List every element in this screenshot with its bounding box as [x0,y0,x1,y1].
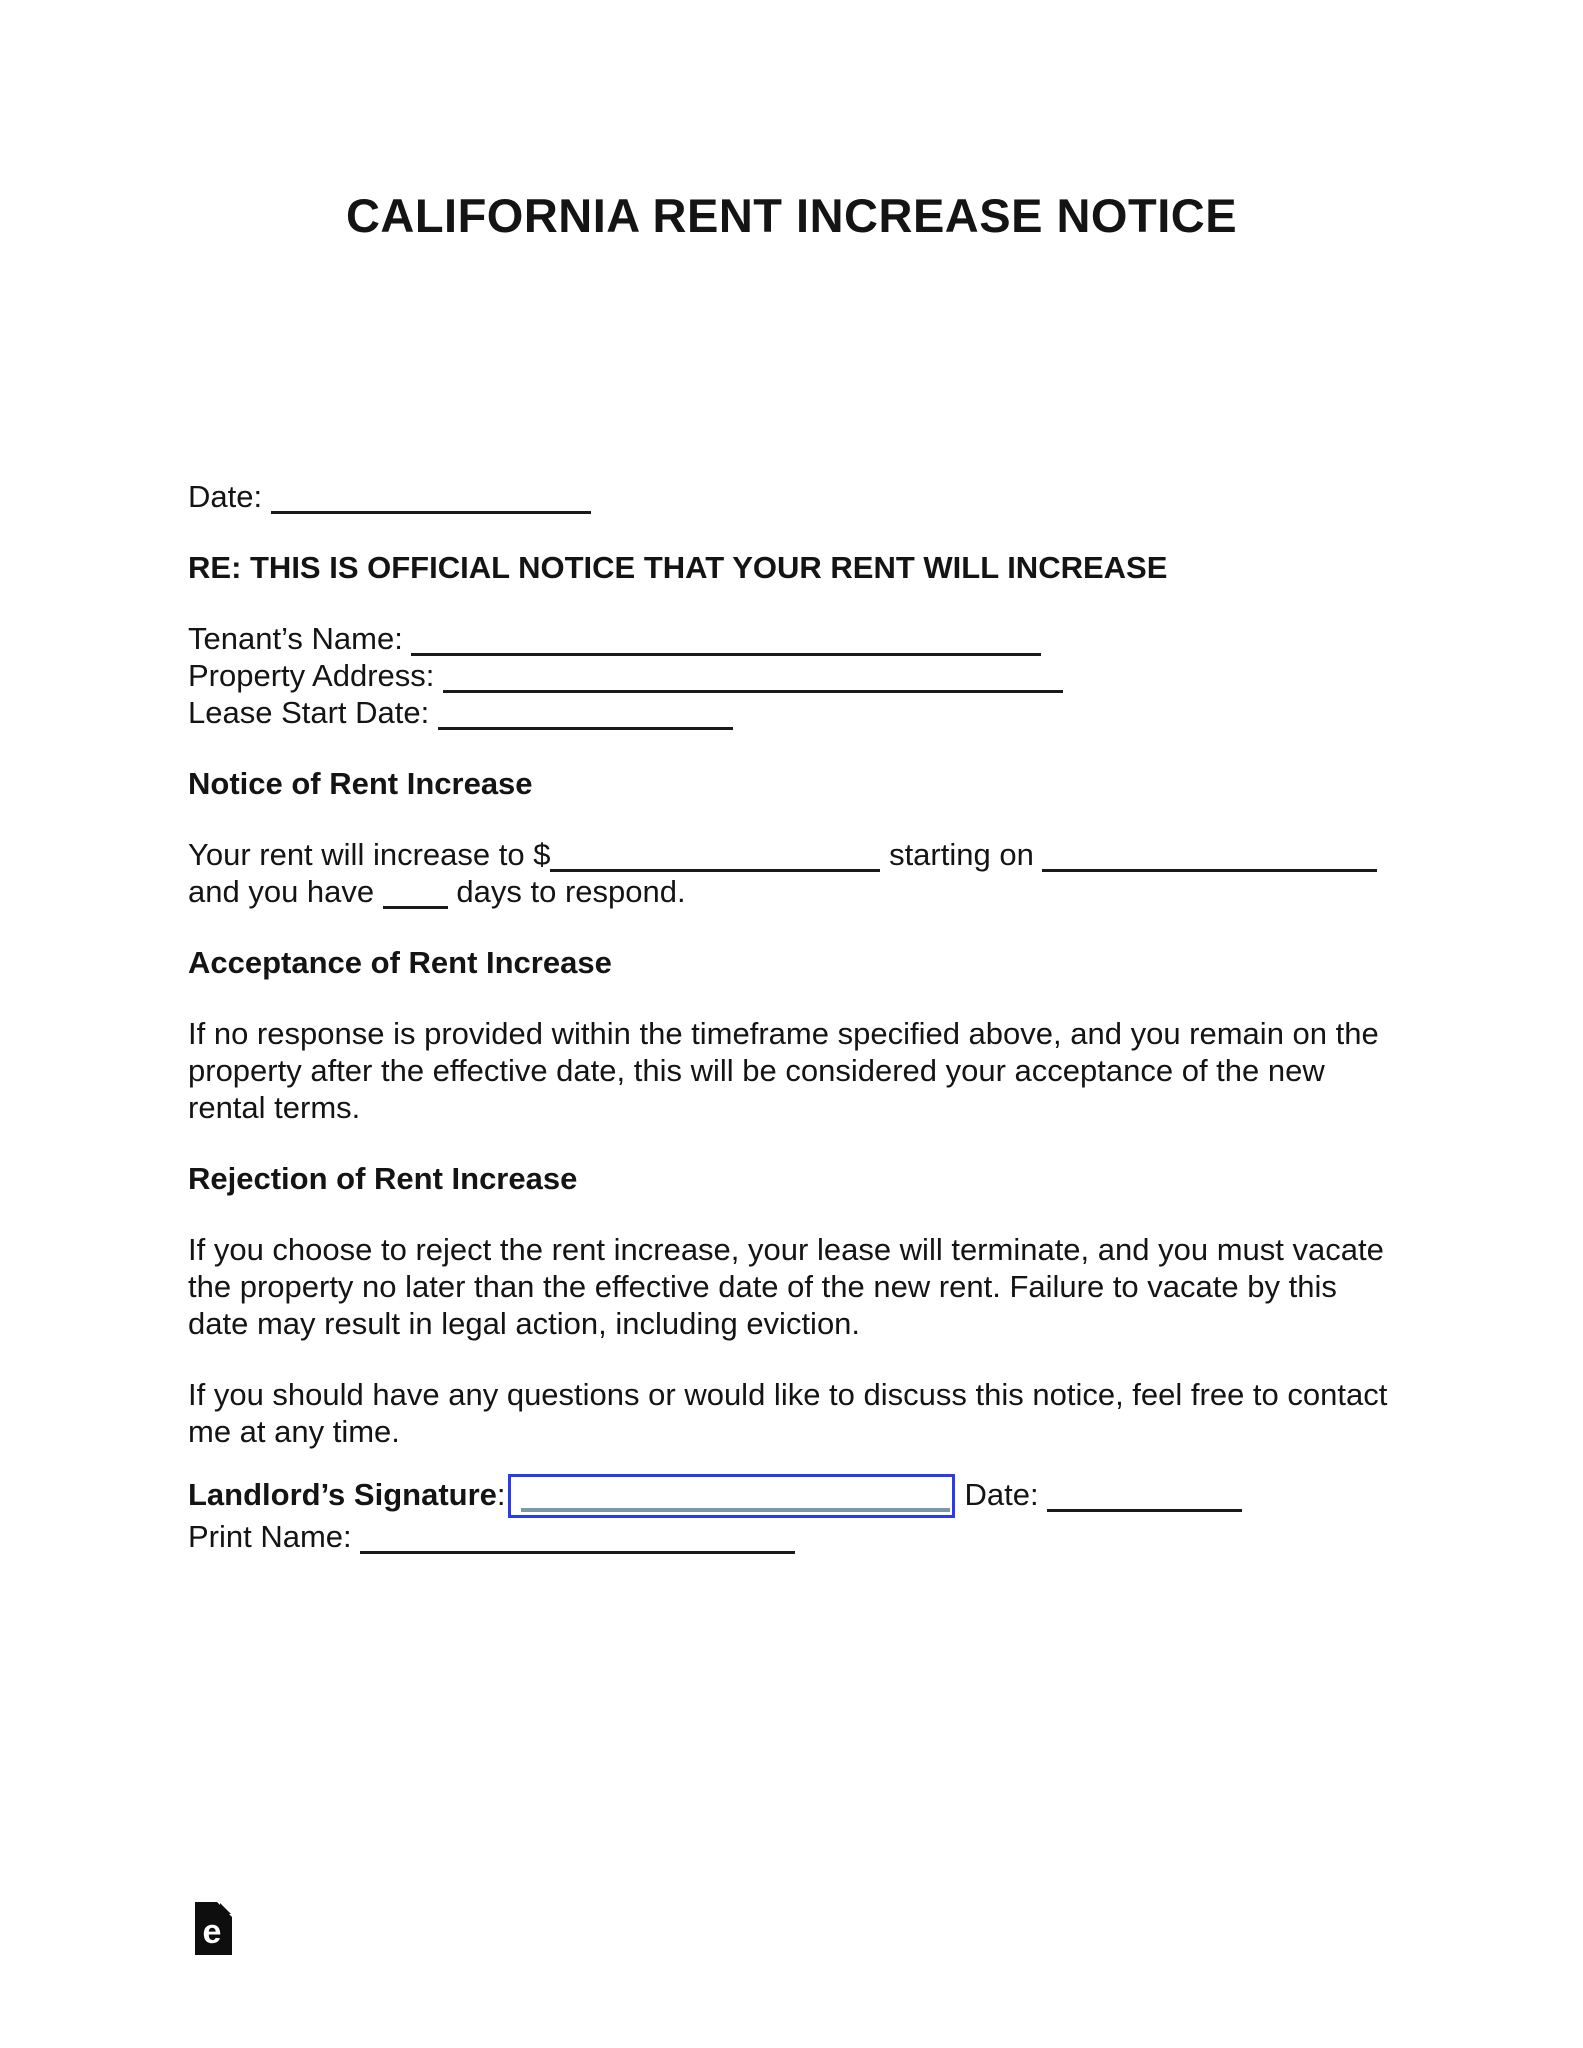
property-address-row [188,657,1403,694]
tenant-name-row [188,620,1403,657]
rejection-paragraph [188,1231,1403,1342]
acceptance-line-2: property after the effective date, this will be considered your acceptance of the new [188,1053,1325,1088]
property-address-label: Property Address: [188,658,435,693]
signature-row [188,1474,1403,1518]
contact-line-2: me at any time. [188,1414,400,1449]
lease-start-blank-line [438,720,733,730]
notice-line-1 [188,836,1403,873]
logo-letter: e [202,1913,222,1951]
notice-paragraph [188,836,1403,910]
acceptance-paragraph [188,1015,1403,1126]
date-row [188,478,1403,515]
rejection-line-2: the property no later than the effective date of the new rent. Failure to vacate by this [188,1269,1337,1304]
rent-amount-blank-line [550,862,880,872]
days-blank-line [383,899,448,909]
rent-increase-text: Your rent will increase to $ [188,837,551,872]
document-body [188,478,1403,1555]
lease-start-label: Lease Start Date: [188,695,430,730]
date-blank-line [271,504,591,514]
signature-date-blank-line [1047,1502,1242,1512]
document-title: CALIFORNIA RENT INCREASE NOTICE [345,189,1238,242]
starting-on-text: starting on [889,837,1034,872]
rejection-line-3: date may result in legal action, including eviction. [188,1306,861,1341]
tenant-name-label: Tenant’s Name: [188,621,403,656]
acceptance-line-1: If no response is provided within the timeframe specified above, and you remain on the [188,1016,1379,1051]
landlord-signature-field[interactable] [508,1474,955,1518]
days-post-text: days to respond. [456,874,686,909]
notice-line-2 [188,873,1403,910]
signature-field-underline [521,1508,950,1512]
acceptance-line-3: rental terms. [188,1090,361,1125]
tenant-name-blank-line [411,646,1041,656]
print-name-label: Print Name: [188,1519,352,1554]
contact-line-1: If you should have any questions or would like to discuss this notice, feel free to contact [188,1377,1388,1412]
property-address-blank-line [443,683,1063,693]
landlord-signature-colon: : [496,1477,506,1512]
print-name-blank-line [360,1544,795,1554]
notice-heading: Notice of Rent Increase [188,766,533,801]
date-label: Date: [188,479,263,514]
eforms-logo-icon [195,1902,232,1955]
landlord-signature-label: Landlord’s Signature [188,1477,497,1512]
signature-date-label: Date: [964,1477,1039,1512]
acceptance-heading: Acceptance of Rent Increase [188,945,612,980]
print-name-row [188,1518,1403,1555]
rejection-heading: Rejection of Rent Increase [188,1161,578,1196]
start-date-blank-line [1042,862,1377,872]
contact-paragraph [188,1376,1403,1450]
days-pre-text: and you have [188,874,375,909]
rejection-line-1: If you choose to reject the rent increase, your lease will terminate, and you must vacate [188,1232,1384,1267]
lease-start-row [188,694,1403,731]
re-subject-line: RE: THIS IS OFFICIAL NOTICE THAT YOUR RENT WILL INCREASE [188,550,1168,585]
tenant-info-block [188,620,1403,731]
